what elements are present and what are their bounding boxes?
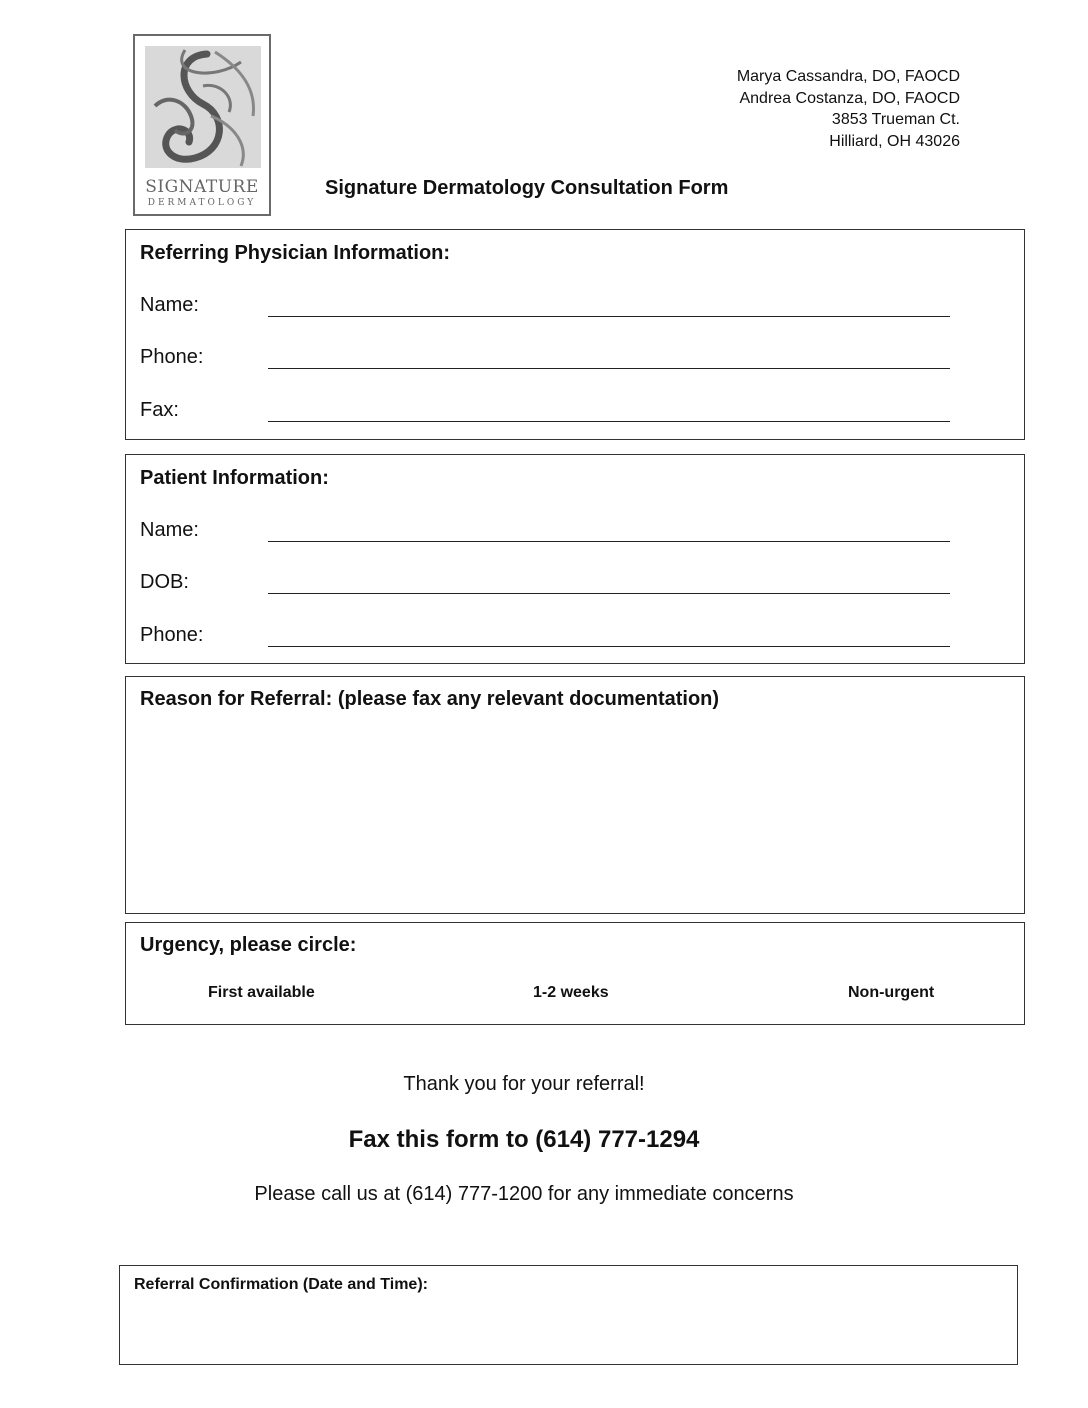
address-line: 3853 Trueman Ct. [831, 111, 960, 128]
logo-name: SIGNATURE [145, 177, 259, 197]
logo-subtitle: DERMATOLOGY [147, 198, 257, 208]
urgency-option-non-urgent[interactable]: Non-urgent [848, 984, 935, 1001]
patient-information-section [125, 454, 1025, 664]
referring-fax-field[interactable] [268, 421, 950, 422]
urgency-section-title: Urgency, please circle: [140, 934, 357, 956]
patient-name-field[interactable] [268, 541, 950, 542]
urgency-option-first-available[interactable]: First available [208, 984, 315, 1001]
referral-confirmation-section[interactable] [119, 1265, 1018, 1365]
address-line: Marya Cassandra, DO, FAOCD [736, 68, 960, 85]
confirmation-title: Referral Confirmation (Date and Time): [134, 1276, 428, 1293]
patient-name-label: Name: [140, 519, 199, 541]
address-line: Andrea Costanza, DO, FAOCD [739, 89, 960, 107]
referring-name-label: Name: [140, 294, 199, 316]
patient-phone-field[interactable] [268, 646, 950, 647]
form-title: Signature Dermatology Consultation Form [325, 177, 729, 199]
logo [133, 34, 271, 216]
call-instruction: Please call us at (614) 777-1200 for any immediate concerns [254, 1183, 794, 1205]
referring-section-title: Referring Physician Information: [140, 242, 451, 264]
referring-physician-section [125, 229, 1025, 440]
patient-section-title: Patient Information: [140, 467, 329, 489]
patient-dob-label: DOB: [140, 571, 189, 593]
patient-phone-label: Phone: [140, 624, 204, 646]
thank-you-message: Thank you for your referral! [403, 1073, 645, 1095]
logo-emblem-icon [145, 46, 261, 168]
patient-dob-field[interactable] [268, 593, 950, 594]
referring-phone-field[interactable] [268, 368, 950, 369]
urgency-section [125, 922, 1025, 1025]
urgency-option-1-2-weeks[interactable]: 1-2 weeks [533, 984, 609, 1001]
practice-address [737, 66, 960, 152]
reason-for-referral-section[interactable] [125, 676, 1025, 914]
referring-phone-label: Phone: [140, 346, 204, 368]
address-line: Hilliard, OH 43026 [829, 132, 960, 150]
fax-instruction: Fax this form to (614) 777-1294 [348, 1126, 700, 1153]
reason-section-title: Reason for Referral: (please fax any relevant documentation) [140, 688, 720, 710]
referring-fax-label: Fax: [140, 399, 179, 421]
referring-name-field[interactable] [268, 316, 950, 317]
